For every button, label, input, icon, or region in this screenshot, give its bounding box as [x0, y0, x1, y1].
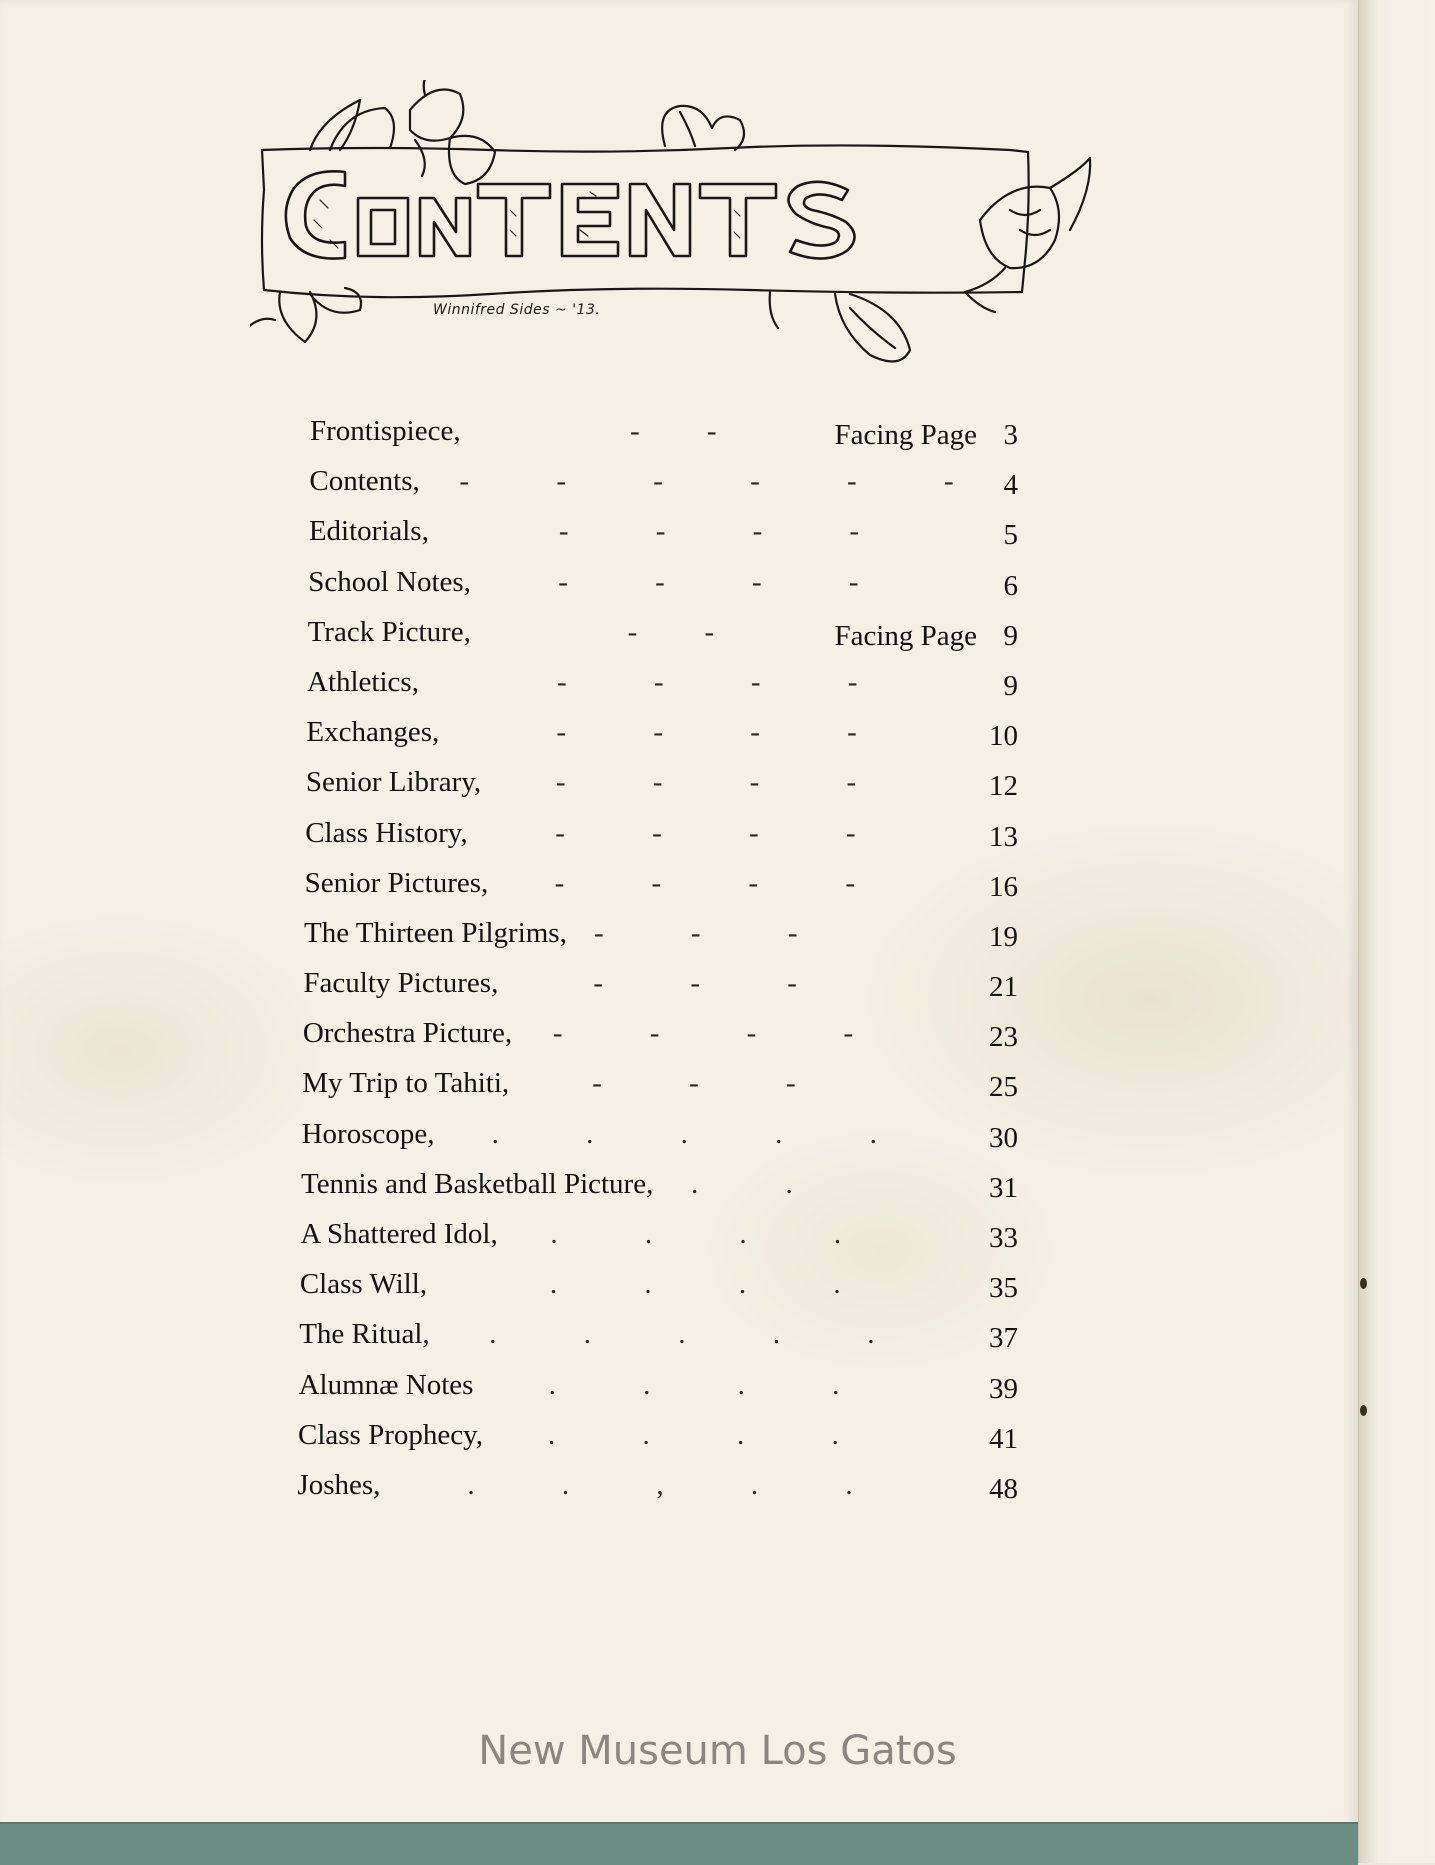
- artist-signature: Winnifred Sides ~ '13.: [433, 302, 601, 318]
- toc-entry-title: Faculty Pictures,: [303, 967, 499, 1000]
- toc-entry-page: 9: [1003, 619, 1018, 652]
- toc-entry-page: 35: [989, 1272, 1018, 1305]
- toc-entry: [300, 1268, 1030, 1318]
- toc-entry: [298, 1419, 1030, 1469]
- toc-entry: [310, 415, 1030, 465]
- toc-entry-title: School Notes,: [308, 565, 471, 598]
- toc-entry-title: The Ritual,: [299, 1318, 430, 1351]
- toc-entry-leader: - - -: [594, 916, 798, 949]
- toc-entry-leader: - -: [630, 415, 717, 447]
- toc-entry-title: Contents,: [309, 465, 420, 498]
- toc-entry-page: 9: [1003, 669, 1018, 702]
- toc-entry-page: 5: [1003, 519, 1018, 552]
- toc-entry: [299, 1369, 1030, 1419]
- toc-entry: [301, 1168, 1030, 1218]
- toc-entry-page: 4: [1003, 469, 1018, 502]
- toc-entry-page: 39: [989, 1372, 1018, 1405]
- toc-entry-page: 19: [989, 920, 1018, 953]
- flower-top-center: [662, 106, 744, 150]
- toc-entry-page: 21: [989, 971, 1018, 1004]
- toc-entry-page: 12: [989, 770, 1018, 803]
- leaf-bottom-left: [279, 292, 316, 342]
- toc-entry-leader: - - - -: [552, 1017, 854, 1050]
- toc-entry-title: Athletics,: [307, 665, 419, 698]
- binding-mark: [1360, 1278, 1367, 1289]
- toc-entry-page: 10: [989, 720, 1018, 753]
- toc-entry-leader: - - -: [592, 1067, 796, 1100]
- toc-entry-page: 37: [989, 1322, 1018, 1355]
- toc-entry-leader: - - - -: [556, 716, 857, 749]
- toc-entry: [304, 917, 1030, 967]
- toc-entry-leader: - - - -: [555, 816, 856, 849]
- toc-entry-leader: . . . .: [548, 1418, 839, 1451]
- toc-entry-leader: - - - -: [555, 766, 857, 799]
- toc-entry: [305, 867, 1030, 917]
- flower-right: [980, 187, 1059, 268]
- table-of-contents: [297, 415, 1030, 1519]
- toc-entry-title: Class Will,: [299, 1268, 428, 1301]
- toc-entry-title: Horoscope,: [301, 1117, 435, 1150]
- toc-entry: [307, 666, 1030, 716]
- toc-entry-title: Tennis and Basketball Picture,: [301, 1167, 654, 1200]
- toc-entry-page: 30: [989, 1121, 1018, 1154]
- toc-entry-title: Exchanges,: [306, 716, 440, 749]
- toc-entry-leader: - - - -: [557, 665, 858, 698]
- watermark: New Museum Los Gatos: [478, 1728, 957, 1774]
- toc-entry: [303, 1017, 1030, 1067]
- toc-entry-note: Facing Page: [834, 419, 977, 451]
- toc-entry: [306, 766, 1030, 816]
- toc-entry-page: 25: [989, 1071, 1018, 1104]
- toc-entry-leader: . .: [691, 1167, 793, 1200]
- contents-header-illustration: [250, 80, 1100, 400]
- toc-entry-page: 6: [1003, 569, 1018, 602]
- toc-entry-leader: . . . .: [549, 1268, 841, 1301]
- toc-entry: [305, 817, 1030, 867]
- toc-entry-leader: - - - -: [554, 866, 855, 899]
- toc-entry-page: 3: [1003, 419, 1018, 451]
- toc-entry-leader: . . . .: [548, 1368, 840, 1401]
- toc-entry: [308, 616, 1030, 666]
- toc-entry-title: Senior Library,: [305, 766, 482, 799]
- next-page-edge: [1358, 0, 1435, 1863]
- toc-entry-title: My Trip to Tahiti,: [302, 1067, 510, 1100]
- toc-entry-page: 23: [989, 1021, 1018, 1054]
- toc-entry-title: A Shattered Idol,: [300, 1218, 498, 1250]
- toc-entry-title: Class History,: [305, 816, 468, 849]
- flower-top-left: [330, 108, 394, 150]
- toc-entry-page: 33: [989, 1222, 1018, 1254]
- toc-entry-leader: . . . . .: [491, 1117, 877, 1150]
- toc-entry-title: The Thirteen Pilgrims,: [304, 916, 567, 949]
- toc-entry-page: 48: [989, 1472, 1018, 1505]
- toc-entry-page: 31: [989, 1171, 1018, 1204]
- toc-entry-leader: - - -: [593, 967, 797, 1000]
- toc-entry-title: Frontispiece,: [310, 415, 461, 447]
- toc-entry: [299, 1318, 1030, 1368]
- toc-entry-page: 13: [989, 820, 1018, 853]
- toc-entry-title: Joshes,: [297, 1468, 381, 1501]
- toc-entry: [303, 967, 1030, 1017]
- toc-entry: [308, 566, 1030, 616]
- contents-lettering: [286, 171, 855, 258]
- cover-strip: [0, 1822, 1358, 1865]
- toc-entry-title: Senior Pictures,: [304, 866, 489, 899]
- toc-entry: [306, 716, 1030, 766]
- toc-entry-leader: . . . .: [550, 1218, 842, 1250]
- toc-entry-leader: . . , . .: [467, 1468, 853, 1501]
- toc-entry-leader: - - - - - -: [459, 465, 954, 498]
- toc-entry-leader: - -: [627, 615, 715, 648]
- toc-entry-title: Orchestra Picture,: [302, 1017, 513, 1050]
- toc-entry: [309, 515, 1030, 565]
- toc-entry: [302, 1118, 1030, 1168]
- toc-entry: [302, 1067, 1030, 1117]
- leaf-bottom-right: [835, 294, 910, 361]
- toc-entry-leader: - - - -: [558, 565, 859, 598]
- toc-entry-title: Class Prophecy,: [298, 1418, 483, 1451]
- toc-entry-leader: . . . . .: [489, 1318, 875, 1351]
- toc-entry-leader: - - - -: [558, 515, 860, 548]
- toc-entry-page: 41: [989, 1422, 1018, 1455]
- toc-entry: [309, 465, 1030, 515]
- toc-entry: [297, 1469, 1030, 1519]
- binding-mark: [1360, 1405, 1367, 1416]
- toc-entry-title: Alumnæ Notes: [298, 1368, 474, 1401]
- toc-entry-note: Facing Page: [834, 619, 977, 652]
- toc-entry: [300, 1218, 1030, 1268]
- toc-entry-page: 16: [989, 870, 1018, 903]
- toc-entry-title: Track Picture,: [307, 615, 471, 648]
- toc-entry-title: Editorials,: [308, 515, 429, 548]
